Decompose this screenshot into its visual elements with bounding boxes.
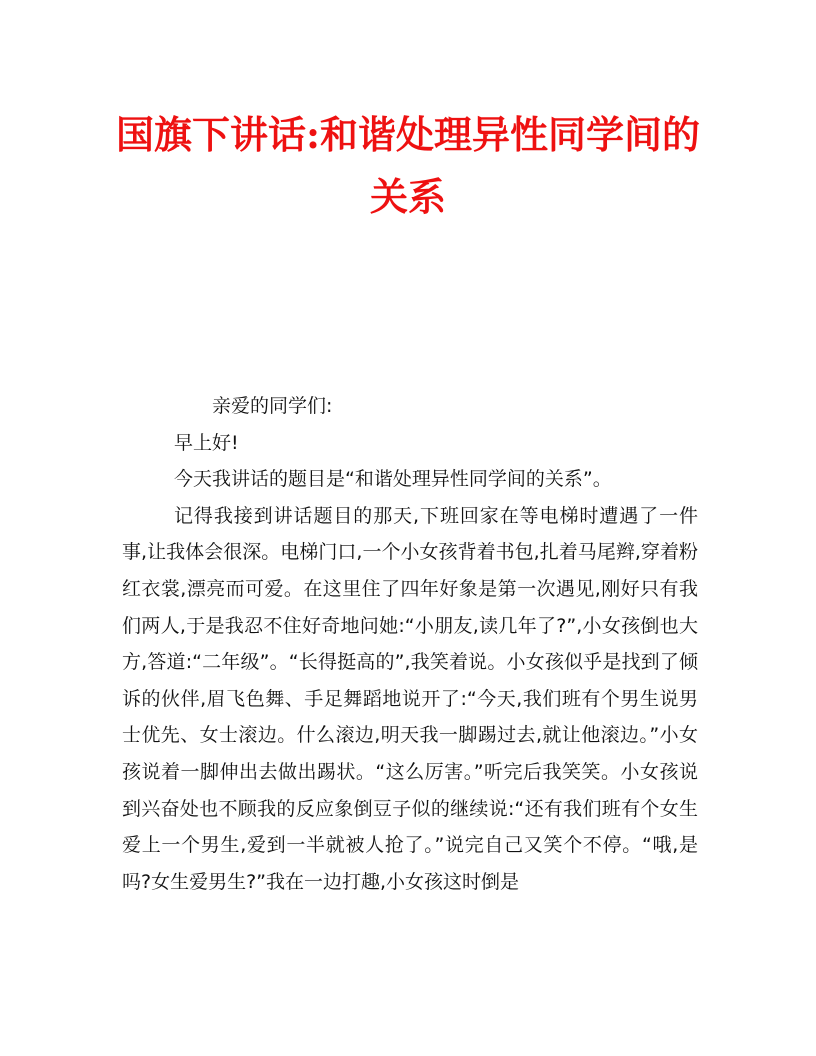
paragraph-story: 记得我接到讲话题目的那天,下班回家在等电梯时遭遇了一件事,让我体会很深。电梯门口,一个小女孩背着书包,扎着马尾辫,穿着粉红衣裳,漂亮而可爱。在这里住了四年好象是第一次遇见,刚好只有我们两人,于是我忍不住好奇地问她:“小朋友,读几年了?”,小女孩倒也大方,答道:“二年级”。“长得挺高的”,我笑着说。小女孩似乎是找到了倾诉的伙伴,眉飞色舞、手足舞蹈地说开了:“今天,我们班有个男生说男士优先、女士滚边。什么滚边,明天我一脚踢过去,就让他滚边。”小女孩说着一脚伸出去做出踢状。“这么厉害。”听完后我笑笑。小女孩说到兴奋处也不顾我的反应象倒豆子似的继续说:“还有我们班有个女生爱上一个男生,爱到一半就被人抢了。”说完自己又笑个不停。“哦,是吗?女生爱男生?”我在一边打趣,小女孩这时倒是 (122, 504, 698, 893)
document-body (122, 388, 698, 900)
paragraph-topic: 今天我讲话的题目是“和谐处理异性同学间的关系”。 (174, 468, 612, 491)
salutation: 亲爱的同学们: (212, 395, 333, 417)
paragraph-greeting: 早上好! (174, 431, 239, 454)
page-title: 国旗下讲话:和谐处理异性同学间的关系 (115, 112, 701, 219)
